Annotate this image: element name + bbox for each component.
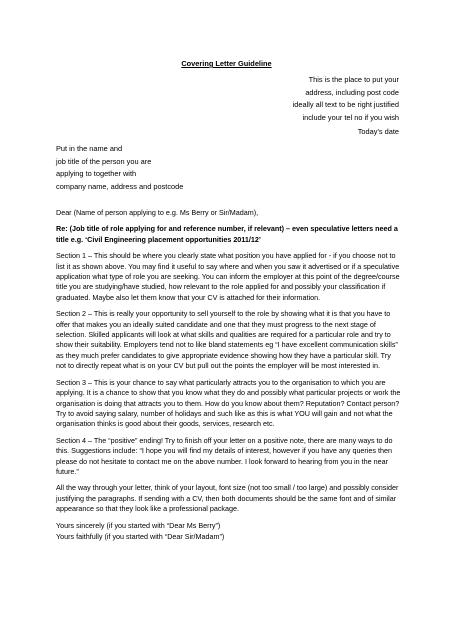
section-4-paragraph: Section 4 – The “positive” ending! Try to finish off your letter on a positive note, there are many ways to do this. Suggestions include: “I hope you will find my details of interest, however if you have any queries then please do not hesitate to contact me on the above number. I look forward to hearing from you in the near future.”: [56, 435, 393, 476]
address-line: ideally all text to be right justified: [292, 100, 399, 110]
re-line: Re: (Job title of role applying for and reference number, if relevant) – even speculative letters need a title e.g. ‘Civil Engineering placement opportunities 2011/12’: [56, 224, 398, 244]
address-line: This is the place to put your: [308, 75, 399, 84]
closing-sincerely: Yours sincerely (if you started with “Dear Ms Berry”): [56, 520, 221, 530]
section-1-paragraph: Section 1 – This should be where you clearly state what position you have applied for - if you choose not to list it as shown above. You may find it useful to say where and when you saw it advertised or if a speculative application what type of role you are seeking. You can inform the employer at this point of the degree/course title you are studying/have studied, how relevant to the role applied for and possibly your classification if graduated. Maybe also let them know that your CV is attached for their information.: [56, 251, 400, 302]
section-2-paragraph: Section 2 – This is really your opportunity to sell yourself to the role by showing what it is that you have to offer that makes you an ideally suited candidate and one that they must progress to the next stage of selection. Skilled applicants will look at what skills and qualities are required for a particular role and try to show their suitability. Employers tend not to like bland statements eg “I have excellent communication skills” as they much prefer candidates to give appropriate evidence showing how they have a particular skill. Try not to directly repeat what is on your CV but pull out the points the employer will be most interested in.: [56, 309, 398, 371]
document-title: Covering Letter Guideline: [181, 59, 272, 68]
letter-date: Today's date: [357, 127, 399, 136]
recipient-line: company name, address and postcode: [56, 181, 184, 191]
closing-faithfully: Yours faithfully (if you started with “Dear Sir/Madam”): [56, 531, 225, 541]
letter-body: [56, 208, 401, 543]
recipient-block: [56, 143, 183, 193]
salutation: Dear (Name of person applying to e.g. Ms Berry or Sir/Madam),: [56, 208, 259, 217]
recipient-line: Put in the name and: [56, 144, 123, 153]
recipient-line: job title of the person you are: [56, 156, 152, 166]
sender-address-block: [293, 74, 399, 124]
address-line: address, including post code: [305, 87, 399, 97]
recipient-line: applying to together with: [56, 169, 137, 179]
section-3-paragraph: Section 3 – This is your chance to say what particularly attracts you to the organisation to which you are applying. It is a chance to show that you know what they do and possibly what particular projects or work the organisation is doing that attracts you to them. How do you know about them? Reputation? Contact person? Try to avoid saying salary, number of holidays and such like as this is what YOU will gain and not what the organisation thinks is good about their goods, services, research etc.: [56, 377, 401, 429]
layout-advice-paragraph: All the way through your letter, think of your layout, font size (not too small / too large) and possibly consider justifying the paragraphs. If sending with a CV, then both documents should be the same font and of similar appearance so that they look like a professional package.: [56, 483, 399, 514]
address-line: include your tel no if you wish: [302, 112, 399, 122]
